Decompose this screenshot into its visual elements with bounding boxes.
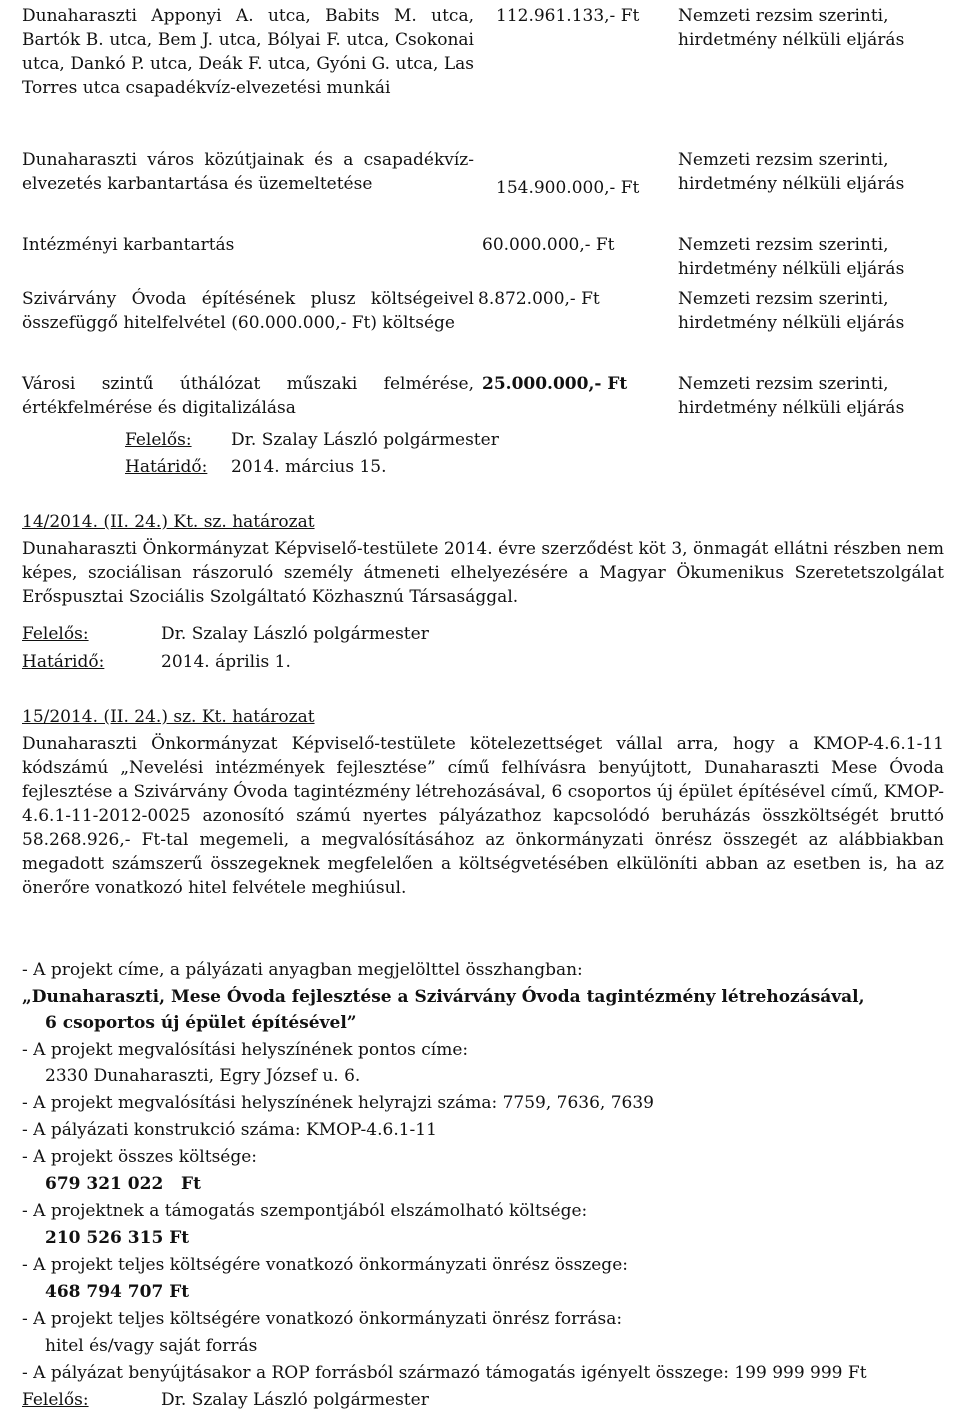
resolution-15-responsible [22,1388,429,1412]
project-title-line1: „Dunaharaszti, Mese Óvoda fejlesztése a Szivárvány Óvoda tagintézmény létrehozásával, [22,987,865,1007]
project-eligible-cost-value: 210 526 315 Ft [45,1228,190,1248]
project-title-line2: 6 csoportos új épület építésével” [45,1013,357,1033]
row-procedure: Nemzeti rezsim szerinti, hirdetmény nélküli eljárás [678,6,905,50]
resolution-14-responsible [22,622,429,646]
row-procedure: Nemzeti rezsim szerinti, hirdetmény nélküli eljárás [678,150,905,194]
responsible-value: Dr. Szalay László polgármester [231,430,499,450]
row-description: Dunaharaszti Apponyi A. utca, Babits M. utca, Bartók B. utca, Bem J. utca, Bólyai F. utca, Csokonai utca, Dankó P. utca, Deák F. utca, Gyóni G. utca, Las Torres utca csapadékvíz-elvezetési munkái [22,6,474,98]
resolution-15-body: Dunaharaszti Önkormányzat Képviselő-testülete kötelezettséget vállal arra, hogy a KMOP-4.6.1-11 kódszámú „Nevelési intézmények fejlesztése” című felhívásra benyújtott, Dunaharaszti Mese Óvoda fejlesztése a Szivárvány Óvoda tagintézmény létrehozásával, 6 csoportos új épület építésével című, KMOP-4.6.1-11-2012-0025 azonosító számú nyertes pályázathoz kapcsolódó beruházás összköltségét bruttó 58.268.926,- Ft-tal megemeli, a megvalósításához az önkormányzati önrész összegét az alábbiakban megadott számszerű összegeknek megfelelően a költségvetésében elkülöníti abban az esetben is, ha az önerőre vonatkozó hitel felvétele meghiúsul. [22,734,944,898]
responsible-label: Felelős: [22,1390,89,1410]
project-grant-amount: - A pályázat benyújtásakor a ROP forrásból származó támogatás igényelt összege: 199 999 999 Ft [22,1363,867,1383]
project-own-source-label: - A projekt teljes költségére vonatkozó önkormányzati önrész forrása: [22,1309,623,1329]
responsible-line [125,428,499,452]
row-procedure: Nemzeti rezsim szerinti, hirdetmény nélküli eljárás [678,289,905,333]
row-description: Intézményi karbantartás [22,235,235,255]
project-lot-numbers: - A projekt megvalósítási helyszínének helyrajzi száma: 7759, 7636, 7639 [22,1093,654,1113]
row-procedure: Nemzeti rezsim szerinti, hirdetmény nélküli eljárás [678,374,905,418]
project-total-cost-value: 679 321 022 Ft [45,1174,201,1194]
resolution-14-deadline [22,650,291,674]
resolution-15-heading: 15/2014. (II. 24.) sz. Kt. határozat [22,707,315,727]
project-own-contribution-value: 468 794 707 Ft [45,1282,190,1302]
row-description: Szivárvány Óvoda építésének plusz költségeivel összefüggő hitelfelvétel (60.000.000,- Ft) költsége [22,289,474,333]
project-address-value: 2330 Dunaharaszti, Egry József u. 6. [45,1066,361,1086]
project-total-cost-label: - A projekt összes költsége: [22,1147,258,1167]
row-amount: 154.900.000,- Ft [496,178,640,198]
responsible-value: Dr. Szalay László polgármester [161,1390,429,1410]
deadline-value: 2014. április 1. [161,652,291,672]
project-own-contribution-label: - A projekt teljes költségére vonatkozó önkormányzati önrész összege: [22,1255,628,1275]
row-description: Városi szintű úthálózat műszaki felmérése, értékfelmérése és digitalizálása [22,374,474,418]
responsible-label: Felelős: [125,430,192,450]
resolution-14-heading: 14/2014. (II. 24.) Kt. sz. határozat [22,512,315,532]
resolution-14-body: Dunaharaszti Önkormányzat Képviselő-testülete 2014. évre szerződést köt 3, önmagát ellátni részben nem képes, szociálisan rászoruló személy átmeneti elhelyezésére a Magyar Ökumenikus Szeretetszolgálat Erőspusztai Szociális Szolgáltató Közhasznú Társasággal. [22,539,944,607]
row-amount: 112.961.133,- Ft [496,6,640,26]
project-address-label: - A projekt megvalósítási helyszínének pontos címe: [22,1040,469,1060]
project-own-source-value: hitel és/vagy saját forrás [45,1336,258,1356]
project-construct-number: - A pályázati konstrukció száma: KMOP-4.6.1-11 [22,1120,437,1140]
project-title-intro: - A projekt címe, a pályázati anyagban megjelölttel összhangban: [22,960,583,980]
deadline-label: Határidő: [125,457,208,477]
row-description: Dunaharaszti város közútjainak és a csapadékvíz-elvezetés karbantartása és üzemeltetése [22,150,474,194]
deadline-value: 2014. március 15. [231,457,387,477]
row-amount: 25.000.000,- Ft [482,374,628,394]
deadline-label: Határidő: [22,652,105,672]
row-amount: 8.872.000,- Ft [478,289,600,309]
responsible-label: Felelős: [22,624,89,644]
deadline-line [125,455,387,479]
responsible-value: Dr. Szalay László polgármester [161,624,429,644]
row-amount: 60.000.000,- Ft [482,235,615,255]
row-procedure: Nemzeti rezsim szerinti, hirdetmény nélküli eljárás [678,235,905,279]
project-eligible-cost-label: - A projektnek a támogatás szempontjából elszámolható költsége: [22,1201,588,1221]
